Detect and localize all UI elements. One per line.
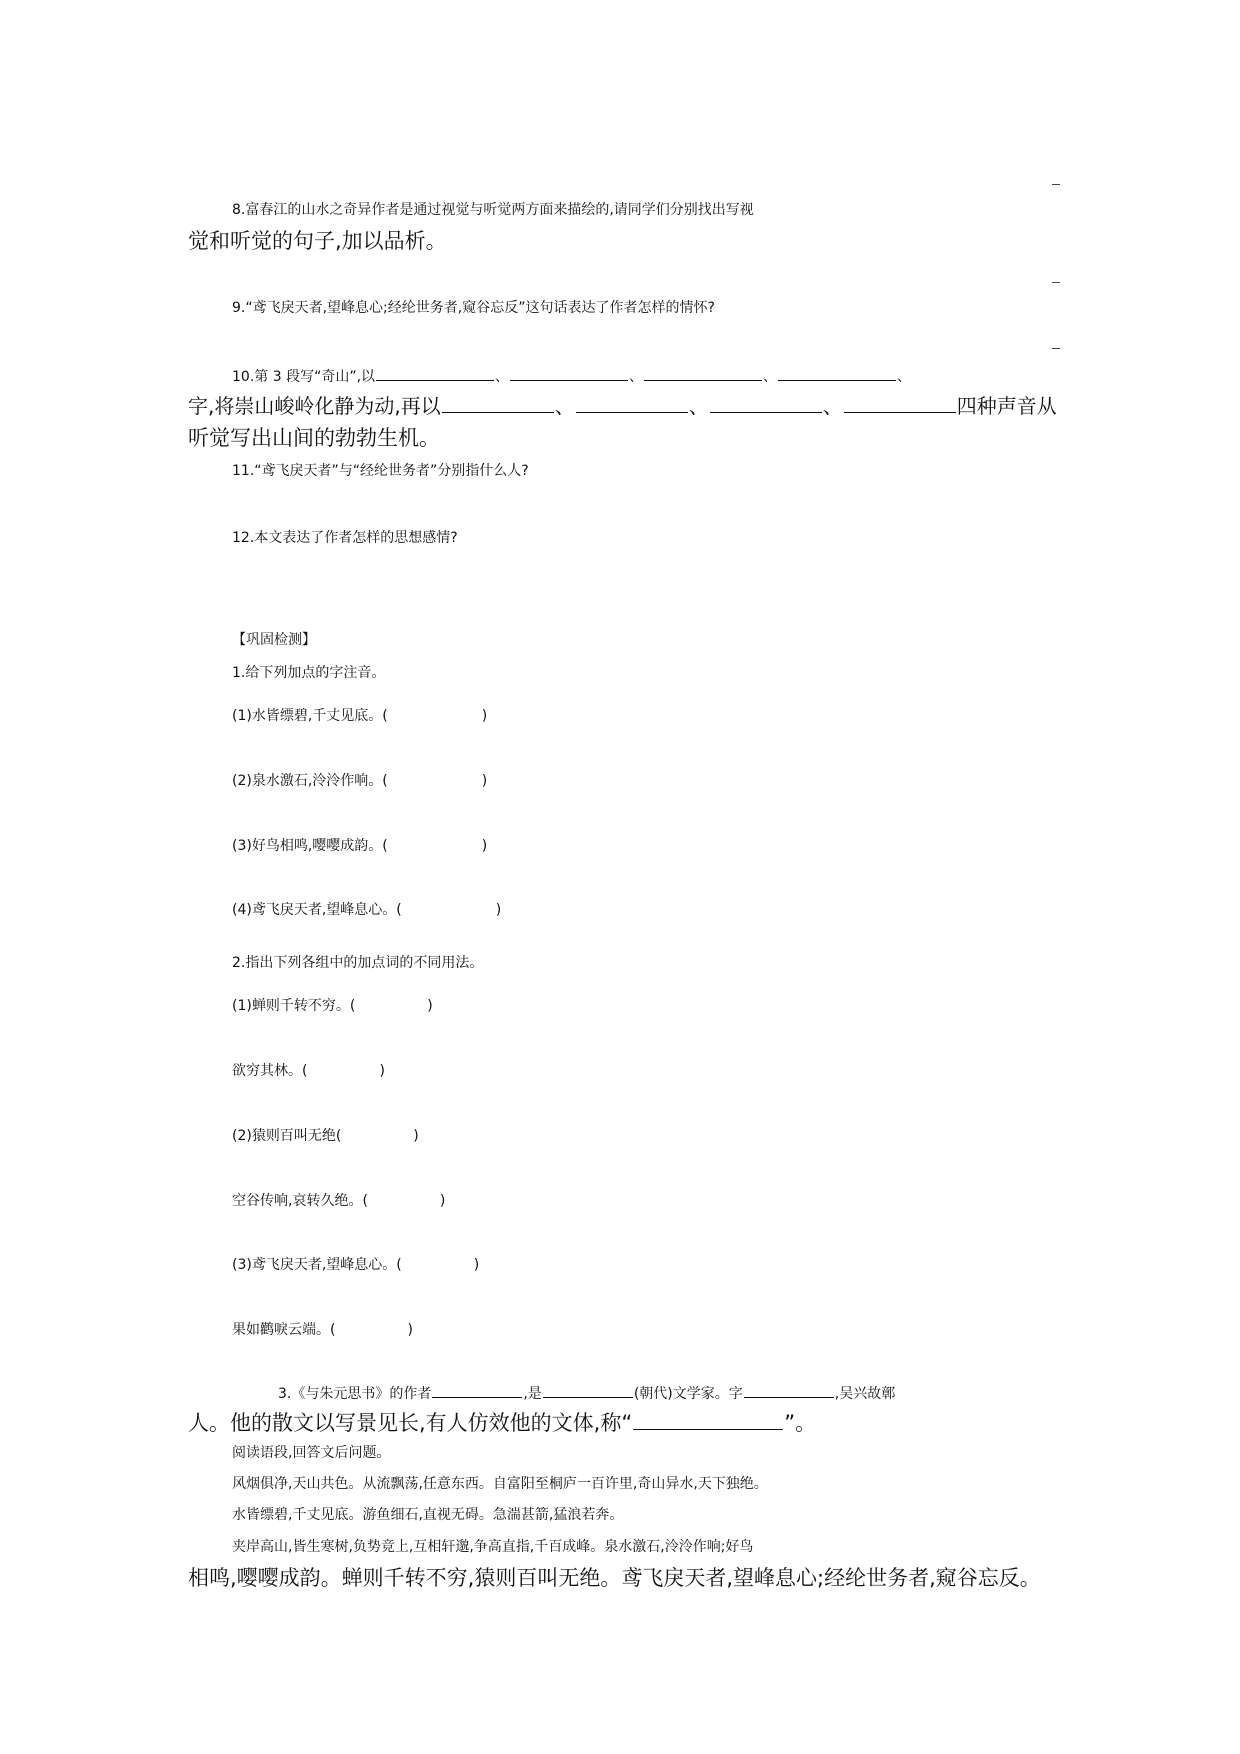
q2-item [188,1250,1104,1280]
passage-2-line-2: 相鸣,嘤嘤成韵。蝉则千转不穷,猿则百叫无绝。鸢飞戾天者,望峰息心;经纶世务者,窥谷忘反。 [188,1566,1041,1590]
consolidation-q3-line-2 [188,1408,1060,1438]
question-8-line-2: 觉和听觉的句子,加以品析。 [188,229,447,253]
answer-blank[interactable] [644,360,762,381]
answer-blank[interactable] [710,392,822,413]
question-12: 12.本文表达了作者怎样的思想感情? [232,530,458,546]
separator: 、 [495,369,510,385]
q3-text: ,吴兴故鄣 [834,1386,896,1402]
q10-text: 10.第 3 段写“奇山”,以 [232,369,376,385]
section-heading: 【巩固检测】 [232,632,316,648]
q1-item [188,895,1104,925]
answer-blank[interactable] [543,1377,633,1398]
answer-blank[interactable] [844,392,956,413]
q10-text: 字,将崇山峻岭化静为动,再以 [188,394,441,418]
q1-item [188,831,1104,861]
passage-2-line-1: 夹岸高山,皆生寒树,负势竞上,互相轩邈,争高直指,千百成峰。泉水激石,泠泠作响;好鸟 [232,1539,754,1555]
question-10-line-2 [188,391,1060,421]
q3-text: (朝代)文学家。字 [633,1386,743,1402]
answer-blank[interactable] [778,360,896,381]
q3-text: 人。他的散文以写景见长,有人仿效他的文体,称“ [188,1411,633,1435]
close-paren: ) [427,998,433,1014]
answer-blank[interactable] [376,360,494,381]
close-paren: ) [495,902,502,918]
separator: 、 [629,369,644,385]
margin-mark [1052,184,1060,185]
separator: 、 [897,369,912,385]
q2-item [188,991,1104,1021]
passage-1-line-2: 水皆缥碧,千丈见底。游鱼细石,直视无碍。急湍甚箭,猛浪若奔。 [232,1507,624,1523]
q3-text: 3.《与朱元思书》的作者 [278,1386,432,1402]
q3-text: ,是 [523,1386,542,1402]
item-text: (2)猿则百叫无绝( [232,1128,342,1144]
answer-blank[interactable] [510,360,628,381]
close-paren: ) [481,708,488,724]
passage-1-line-1: 风烟俱净,天山共色。从流飘荡,任意东西。自富阳至桐庐一百许里,奇山异水,天下独绝。 [232,1476,768,1492]
consolidation-q2: 2.指出下列各组中的加点词的不同用法。 [232,955,484,971]
separator: 、 [554,394,575,418]
question-9: 9.“鸢飞戾天者,望峰息心;经纶世务者,窥谷忘反”这句话表达了作者怎样的情怀? [232,300,715,316]
q3-text: ”。 [784,1411,817,1435]
answer-blank[interactable] [633,1409,783,1430]
question-8-line-1: 8.富春江的山水之奇异作者是通过视觉与听觉两方面来描绘的,请同学们分别找出写视 [232,202,754,218]
q2-item [188,1121,1104,1151]
q1-item [188,766,1104,796]
close-paren: ) [407,1322,413,1338]
item-text: (1)水皆缥碧,千丈见底。( [232,708,388,724]
close-paren: ) [481,838,488,854]
question-11: 11.“鸢飞戾天者”与“经纶世务者”分别指什么人? [232,463,529,479]
item-text: (3)好鸟相鸣,嘤嘤成韵。( [232,838,388,854]
item-text: (4)鸢飞戾天者,望峰息心。( [232,902,402,918]
item-text: (1)蝉则千转不穷。( [232,998,356,1014]
item-text: 空谷传响,哀转久绝。( [232,1193,368,1209]
separator: 、 [688,394,709,418]
q2-item [188,1056,1104,1086]
consolidation-q1: 1.给下列加点的字注音。 [232,665,386,681]
close-paren: ) [439,1193,446,1209]
question-10-line-3: 听觉写出山间的勃勃生机。 [188,426,440,450]
item-text: (3)鸢飞戾天者,望峰息心。( [232,1257,402,1273]
q2-item [188,1186,1104,1216]
q1-item [188,701,1104,731]
answer-blank[interactable] [442,392,554,413]
item-text: 欲穷其林。( [232,1063,308,1079]
separator: 、 [822,394,843,418]
q10-text: 四种声音从 [956,394,1057,418]
consolidation-q3-line-1 [188,1377,1150,1409]
margin-mark [1052,282,1060,283]
separator: 、 [763,369,778,385]
close-paren: ) [473,1257,480,1273]
q2-item [188,1315,1104,1345]
reading-instruction: 阅读语段,回答文后问题。 [232,1445,391,1461]
close-paren: ) [379,1063,385,1079]
question-10-line-1 [188,360,1104,392]
answer-blank[interactable] [744,1377,834,1398]
answer-blank[interactable] [432,1377,522,1398]
answer-blank[interactable] [576,392,688,413]
close-paren: ) [481,773,488,789]
item-text: (2)泉水激石,泠泠作响。( [232,773,388,789]
item-text: 果如鹳唳云端。( [232,1322,336,1338]
close-paren: ) [413,1128,419,1144]
margin-mark [1052,348,1060,349]
